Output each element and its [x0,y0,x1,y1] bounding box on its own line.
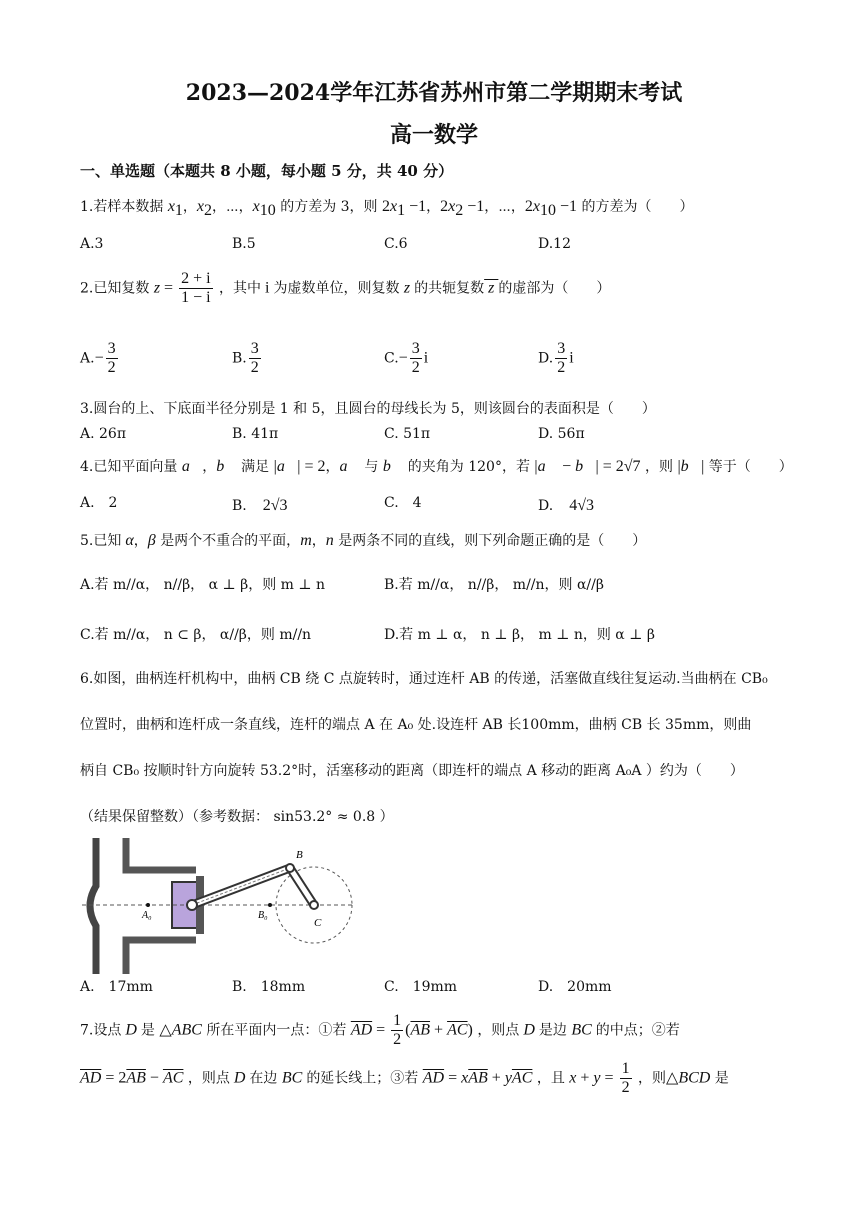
question-5-option-b[interactable]: B.若 m//α， n//β， m//n，则 α//β [384,577,604,593]
question-2-stem: 2.已知复数 z = $\frac{2 + i}{1 - i}$ ，其中 i 为虚数单位，则复数 z 的共轭复数 z 的虚部为（ ） [80,270,611,306]
label-b: B [296,849,303,861]
question-5-option-c[interactable]: C.若 m//α， n ⊂ β， α//β，则 m//n [80,627,312,643]
question-6-line-1: 6.如图，曲柄连杆机构中，曲柄 CB 绕 C 点旋转时，通过连杆 AB 的传递，活塞做直线往复运动.当曲柄在 CB₀ [80,671,768,687]
label-a0: A₀ [142,910,152,921]
question-3-option-b[interactable]: B. 41π [232,426,279,442]
question-6-line-2: 位置时，曲柄和连杆成一条直线，连杆的端点 A 在 A₀ 处.设连杆 AB 长100mm，曲柄 CB 长 35mm，则曲 [80,717,752,733]
question-2-option-d[interactable]: D. $\frac{3}{2}$ i [538,340,574,376]
upper-guide [126,838,196,870]
question-6-option-c[interactable]: C. 19mm [384,979,458,995]
question-1-option-c[interactable]: C.6 [384,236,408,252]
question-2-option-a[interactable]: A.− $\frac{3}{2}$ [80,340,116,376]
exam-subtitle: 高一数学 [389,122,478,148]
question-3-stem: 3.圆台的上、下底面半径分别是 1 和 5，且圆台的母线长为 5，则该圆台的表面积是（ ） [80,401,656,417]
crank-mechanism-figure [78,836,358,976]
label-c: C [314,917,322,929]
question-6-option-a[interactable]: A. 17mm [80,979,153,995]
question-4-option-c[interactable]: C. 4 [384,495,422,511]
question-1-option-b[interactable]: B.5 [232,236,256,252]
question-5-option-d[interactable]: D.若 m ⊥ α， n ⊥ β， m ⊥ n，则 α ⊥ β [384,627,655,643]
question-7-line-1: 7.设点 D 是 △ABC 所在平面内一点：①若 $\overline{AD}$ = $\frac{1}{2}$ $(\overline{AB} + \overline{AC})$ ，则点 D 是边 BC 的中点；②若 [80,1012,680,1048]
joint-c [310,901,318,909]
question-2-option-b[interactable]: B. $\frac{3}{2}$ [232,340,259,376]
question-4-option-b[interactable]: B. 2√3 [232,497,288,514]
question-2-option-c[interactable]: C.− $\frac{3}{2}$ i [384,340,429,376]
question-3-option-a[interactable]: A. 26π [80,426,127,442]
exam-title: 2023—2024学年江苏省苏州市第二学期期末考试 [185,80,683,106]
question-4-stem: 4.已知平面向量 a⃗，b⃗ 满足 |a⃗| = 2，a⃗ 与 b⃗ 的夹角为 120°，若 |a⃗ − b⃗| = 2√7 ，则 |b⃗| 等于（ ） [80,458,793,475]
question-3-option-d[interactable]: D. 56π [538,426,585,442]
lower-guide [126,940,196,974]
point-a0 [146,903,150,907]
question-5-stem: 5.已知 α，β 是两个不重合的平面，m，n 是两条不同的直线，则下列命题正确的是（ ） [80,532,647,549]
question-4-option-a[interactable]: A. 2 [80,495,118,511]
question-4-option-d[interactable]: D. 4√3 [538,497,594,514]
question-6-line-4: （结果保留整数）（参考数据： sin53.2° ≈ 0.8 ） [80,809,394,825]
joint-b [286,864,294,872]
question-1-option-d[interactable]: D.12 [538,236,571,252]
question-6-option-b[interactable]: B. 18mm [232,979,306,995]
question-6-line-3: 柄自 CB₀ 按顺时针方向旋转 53.2°时，活塞移动的距离（即连杆的端点 A 移动的距离 A₀A ）约为（ ） [80,763,744,779]
label-b0: B₀ [258,910,268,921]
question-5-option-a[interactable]: A.若 m//α， n//β， α ⊥ β，则 m ⊥ n [80,577,326,593]
question-6-option-d[interactable]: D. 20mm [538,979,612,995]
question-7-line-2: $\overline{AD} = 2\overline{AB} - \overline{AC}$ ，则点 D 在边 BC 的延长线上；③若 $\overline{AD} = x\overline{AB} + y\overline{AC}$ ，且 x + y = $\frac{1}{2}$ ，则△BCD 是 [80,1060,729,1096]
question-1-stem: 1.若样本数据 $x_1$，$x_2$，⋯，$x_{10}$ 的方差为 3，则 $2x_1 -1$，$2x_2 -1$，⋯，$2x_{10} -1$ 的方差为（ ） [80,198,694,219]
joint-a [187,900,197,910]
question-1-option-a[interactable]: A.3 [80,236,104,252]
section-heading: 一、单选题（本题共 8 小题，每小题 5 分，共 40 分） [80,162,454,180]
cylinder-wall [90,838,96,974]
point-b0 [268,903,272,907]
question-3-option-c[interactable]: C. 51π [384,426,431,442]
